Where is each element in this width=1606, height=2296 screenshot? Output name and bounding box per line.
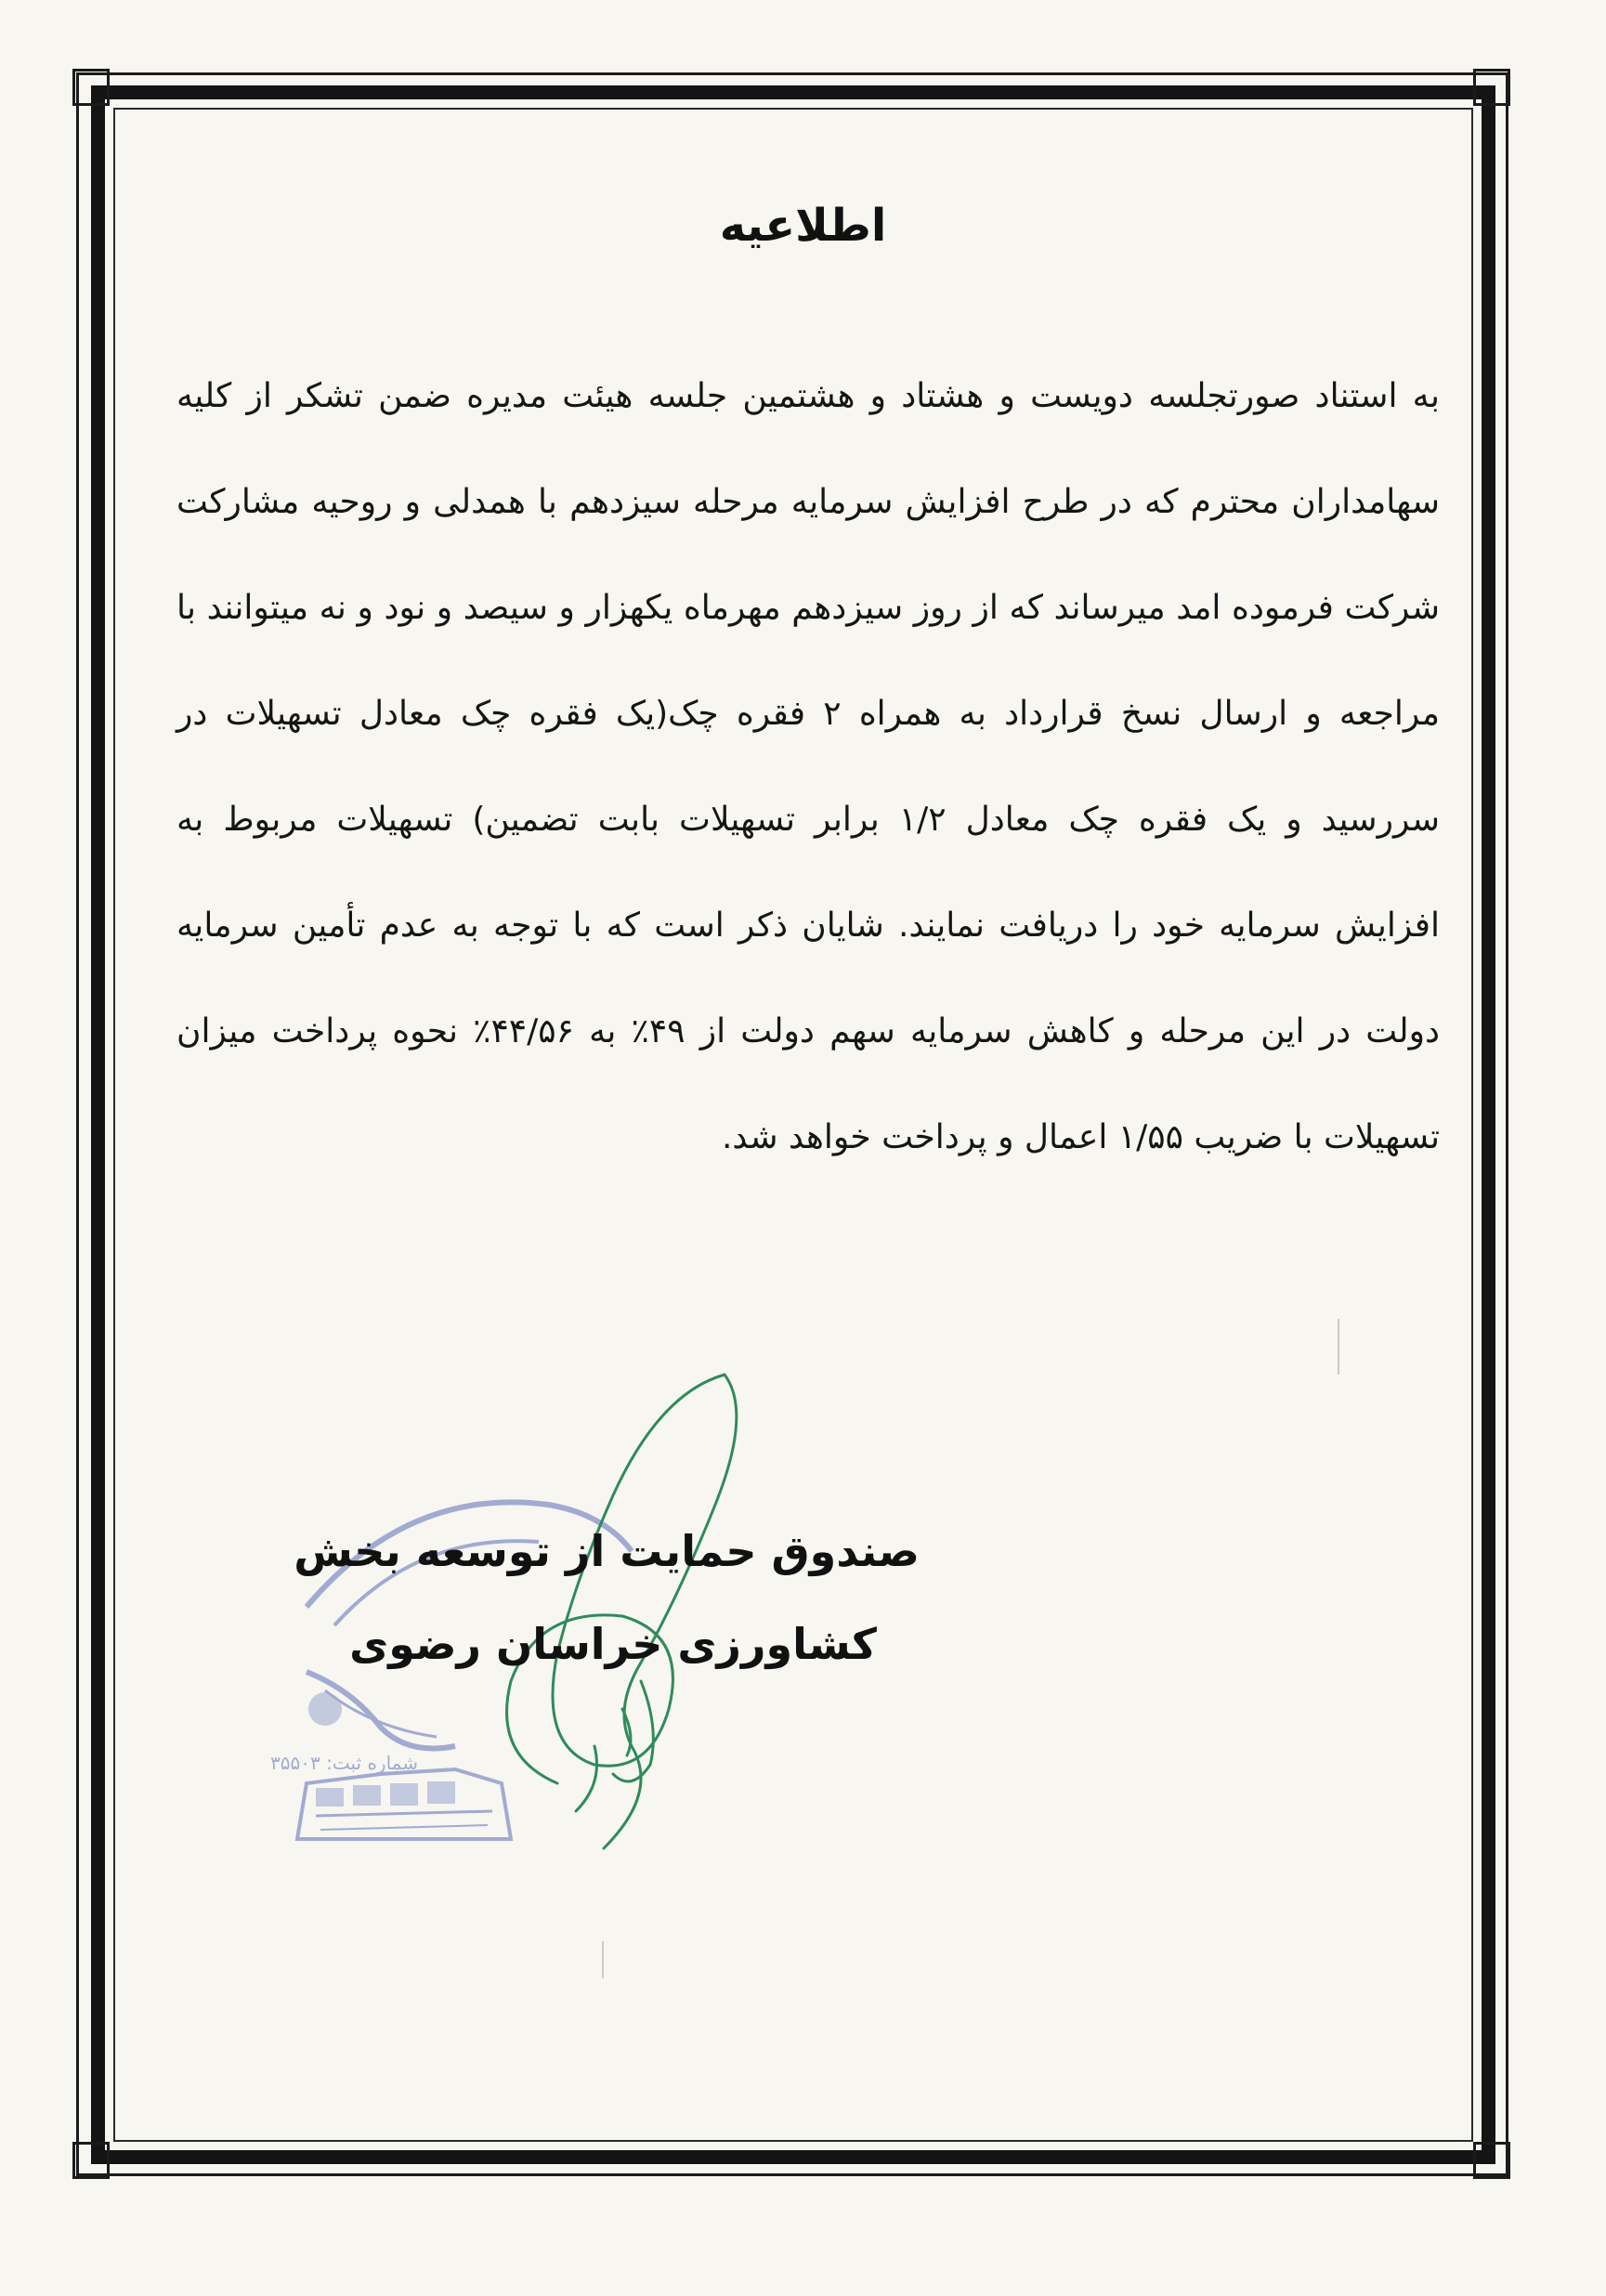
border-corner-ornament	[1473, 69, 1510, 106]
border-corner-ornament	[72, 2142, 110, 2179]
signature-org-line2: کشاورزی خراسان رضوی	[349, 1619, 877, 1669]
notice-body: به استناد صورتجلسه دویست و هشتاد و هشتمین جلسه هیئت مدیره ضمن تشکر از کلیه سهامداران محترم که در طرح افزایش سرمایه مرحله سیزدهم با همدلی و روحیه مشارکت شرکت فرموده امد میرساند که از روز سیزدهم مهرماه یکهزار و سیصد و نود و نه میتوانند با مراجعه و ارسال نسخ قرارداد به همراه ۲ فقره چک(یک فقره چک معادل تسهیلات در سررسید و یک فقره چک معادل ۱/۲ برابر تسهیلات بابت تضمین) تسهیلات مربوط به افزایش سرمایه خود را دریافت نمایند. شایان ذکر است که با توجه به عدم تأمین سرمایه دولت در این مرحله و کاهش سرمایه سهم دولت از ۴۹٪ به ۴۴/۵۶٪ نحوه پرداخت میزان تسهیلات با ضریب ۱/۵۵ اعمال و پرداخت خواهد شد.	[176, 377, 1440, 1156]
stamp-registration-text: شماره ثبت: ۳۵۵۰۳	[270, 1752, 418, 1774]
scan-mark	[602, 1941, 604, 1978]
signature-org-line1: صندوق حمایت از توسعه بخش	[294, 1526, 920, 1576]
signature-block	[294, 1505, 920, 1690]
notice-title: اطلاعیه	[719, 200, 887, 252]
border-corner-ornament	[72, 69, 110, 106]
border-corner-ornament	[1473, 2142, 1510, 2179]
scan-mark	[1338, 1319, 1339, 1375]
